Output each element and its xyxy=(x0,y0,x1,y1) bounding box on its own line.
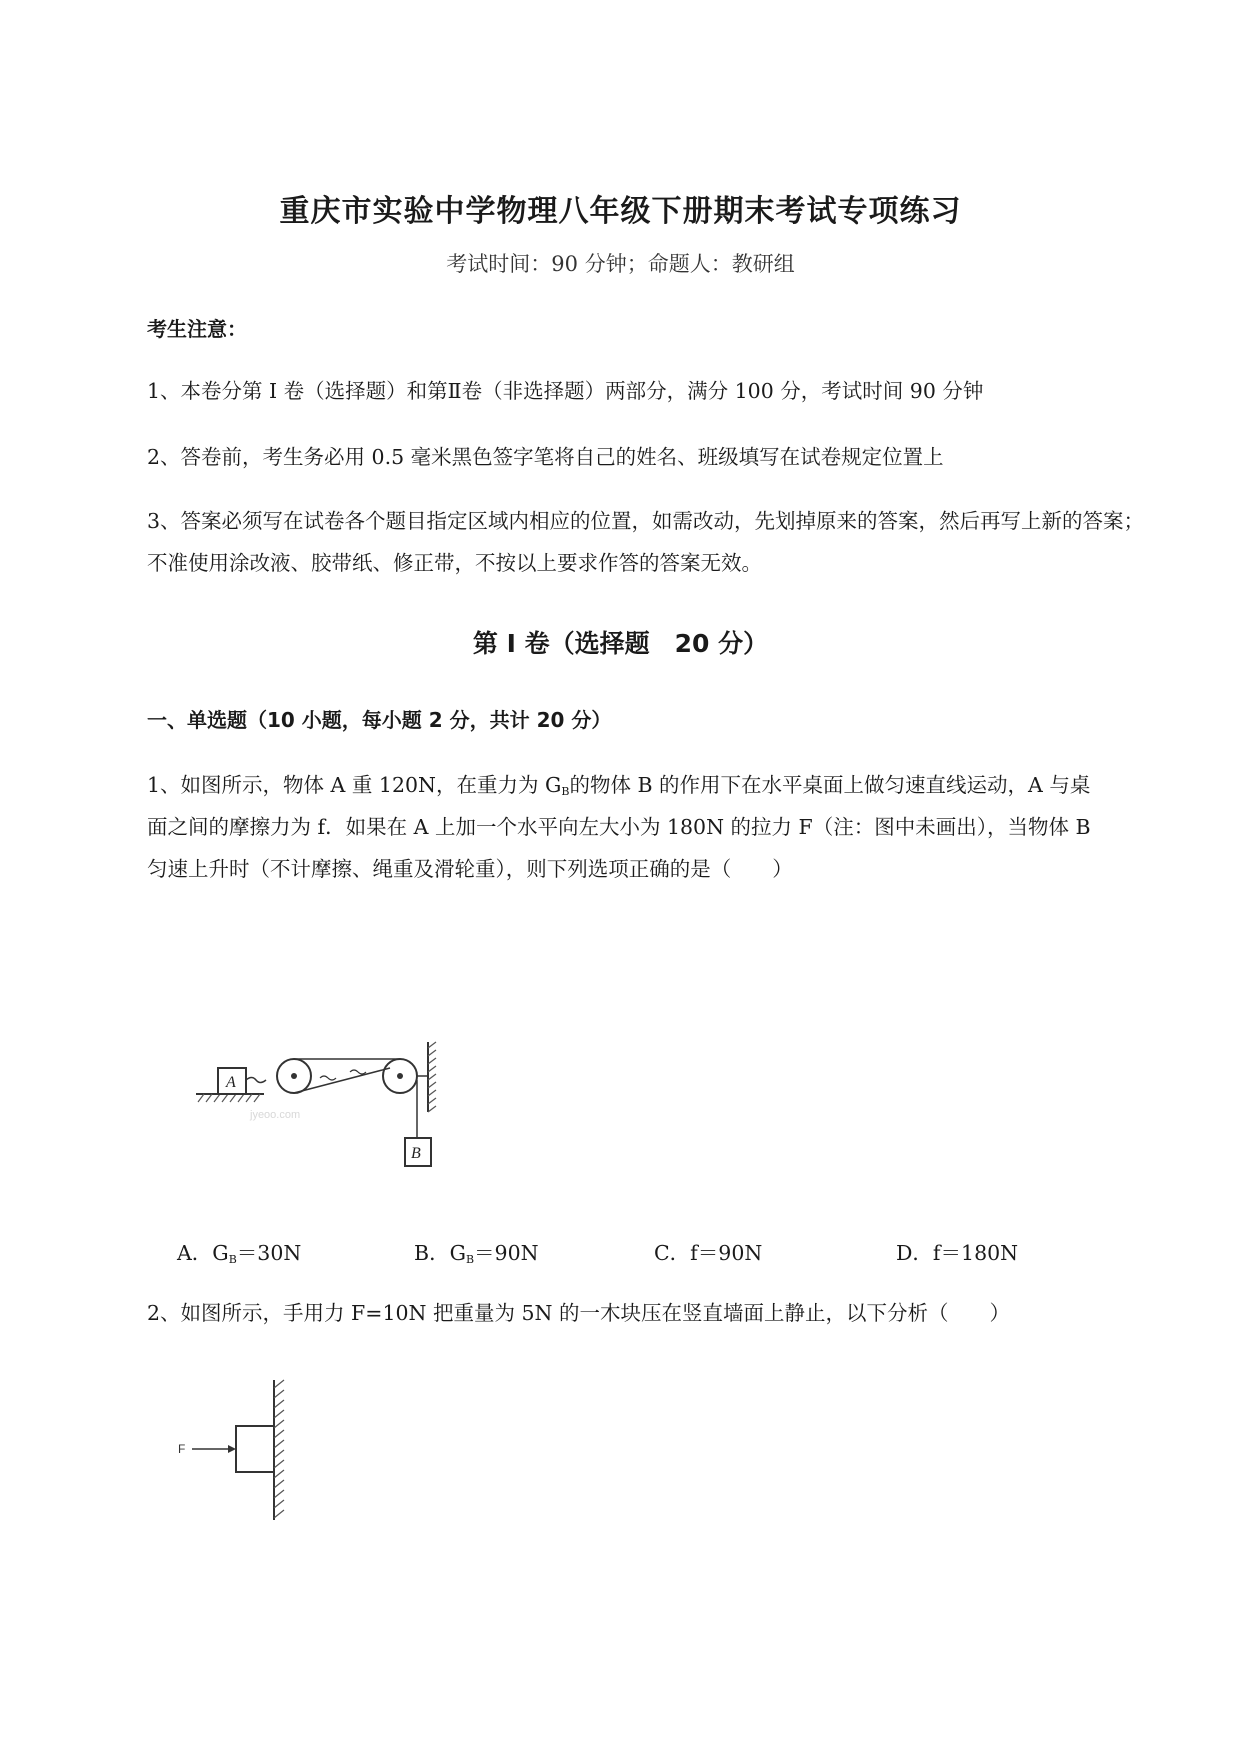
force-wall-figure xyxy=(170,1378,310,1528)
page-title: 重庆市实验中学物理八年级下册期末考试专项练习 xyxy=(279,194,962,229)
option-c: C．f＝90N xyxy=(654,1241,763,1265)
exam-info: 考试时间：90 分钟；命题人：教研组 xyxy=(446,252,795,276)
notice-item: 3、答案必须写在试卷各个题目指定区域内相应的位置，如需改动，先划掉原来的答案，然后再写上新的答案；不准使用涂改液、胶带纸、修正带，不按以上要求作答的答案无效。 xyxy=(147,509,1145,575)
question-1-line-1: 1、如图所示，物体 A 重 120N，在重力为 $G_B$的物体 B 的作用下在水平桌面上做匀速直线运动，A 与桌 xyxy=(147,773,1091,798)
block-b-label: B xyxy=(411,1145,421,1162)
section-subheading: 一、单选题（10 小题，每小题 2 分，共计 20 分） xyxy=(147,708,612,732)
force-label: F xyxy=(178,1442,186,1456)
notice-item: 2、答卷前，考生务必用 0.5 毫米黑色签字笔将自己的姓名、班级填写在试卷规定位置上 xyxy=(147,445,944,469)
pulley-system-figure xyxy=(190,1040,450,1180)
question-2: 2、如图所示，手用力 F=10N 把重量为 5N 的一木块压在竖直墙面上静止，以下分析（ ） xyxy=(147,1301,1011,1325)
watermark: jyeoo.com xyxy=(250,1109,301,1121)
notice-item: 1、本卷分第 I 卷（选择题）和第Ⅱ卷（非选择题）两部分，满分 100 分，考试时间 90 分钟 xyxy=(147,379,984,403)
question-1-line-2: 面之间的摩擦力为 f．如果在 A 上加一个水平向左大小为 180N 的拉力 F（注：图中未画出），当物体 B xyxy=(147,815,1091,839)
question-1-line-3: 匀速上升时（不计摩擦、绳重及滑轮重），则下列选项正确的是（ ） xyxy=(147,857,793,881)
notice-heading: 考生注意： xyxy=(147,317,247,341)
wooden-block xyxy=(236,1426,274,1472)
section-title: 第 I 卷（选择题 20 分） xyxy=(472,629,769,658)
option-a: A．$G_B=30N$ xyxy=(177,1241,302,1266)
option-b: B．$G_B=90N$ xyxy=(414,1241,539,1266)
option-d: D．f＝180N xyxy=(896,1241,1019,1265)
block-a-label: A xyxy=(226,1074,236,1091)
